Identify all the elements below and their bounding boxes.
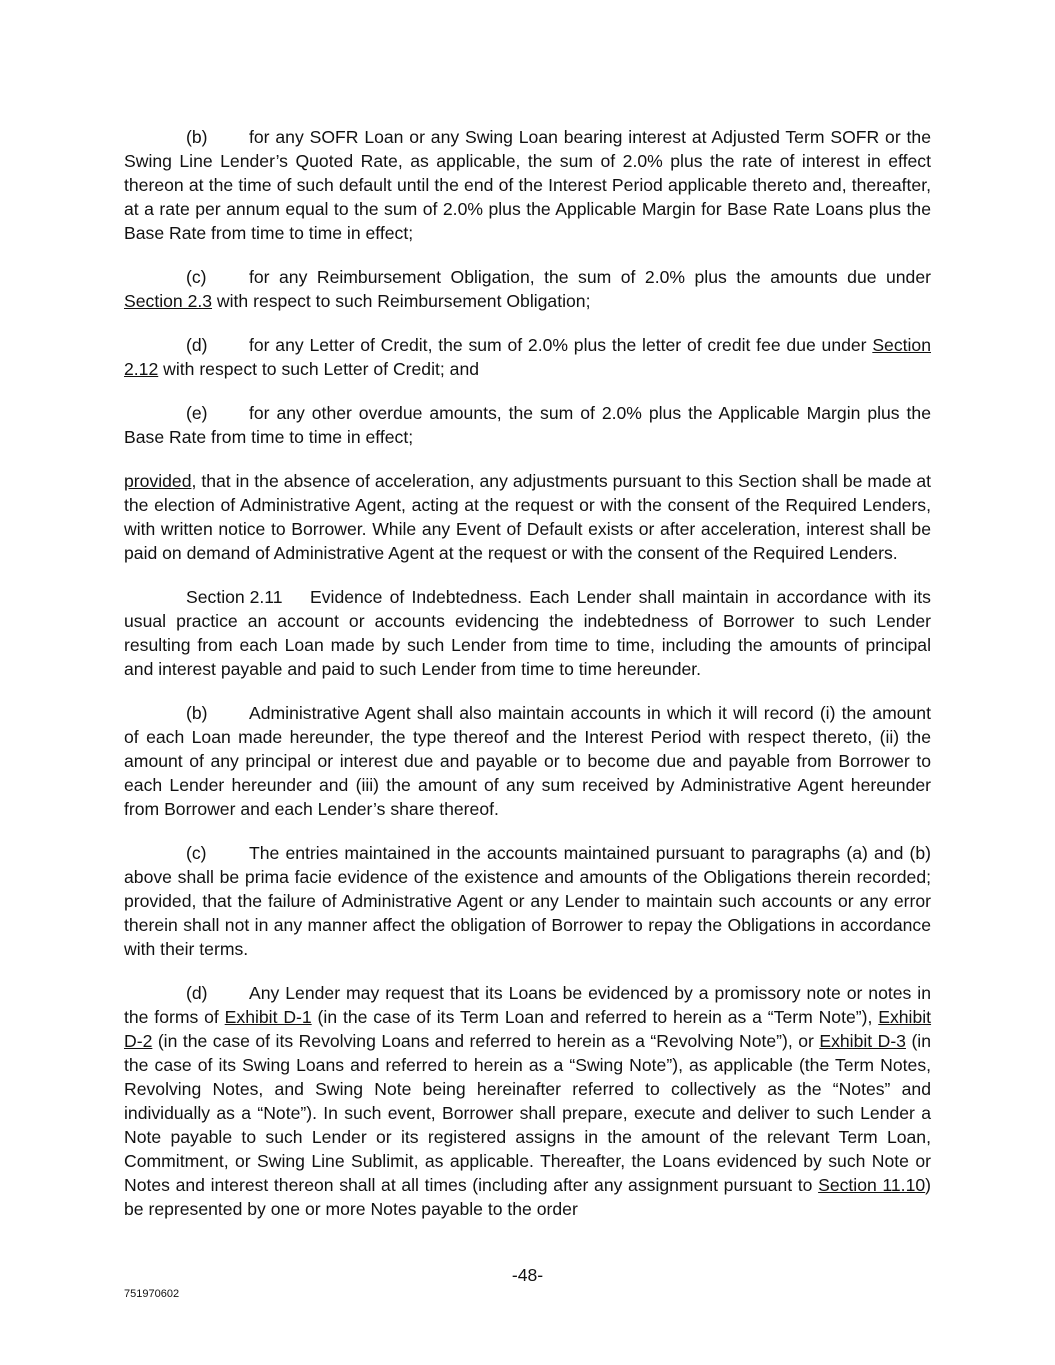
paragraph-label: (b) — [186, 703, 208, 723]
paragraph-text: (in the case of its Term Loan and referred to herein as a “Term Note”), — [317, 1007, 873, 1027]
paragraph-text: for any Letter of Credit, the sum of 2.0% plus the letter of credit fee due under — [249, 335, 867, 355]
paragraph-text: The entries maintained in the accounts maintained pursuant to paragraphs (a) and (b) above shall be prima facie evidence of the existence and amounts of the Obligations therein recorded; provided, that the failure of Administrative Agent or any Lender to maintain such accounts or any error therein shall not in any manner affect the obligation of Borrower to repay the Obligations in accordance with their terms. — [124, 843, 931, 959]
paragraph-text: for any SOFR Loan or any Swing Loan bearing interest at Adjusted Term SOFR or the Swing Line Lender’s Quoted Rate, as applicable, the sum of 2.0% plus the rate of interest in effect thereon at the time of such default until the end of the Interest Period applicable thereto and, thereafter, at a rate per annum equal to the sum of 2.0% plus the Applicable Margin for Base Rate Loans plus the Base Rate from time to time in effect; — [124, 127, 931, 243]
section-reference-link[interactable]: Section 2.3 — [124, 291, 213, 311]
paragraph-b-default-rate-sofr — [124, 125, 931, 245]
paragraph-text: , that in the absence of acceleration, any adjustments pursuant to this Section shall be made at the election of Administrative Agent, acting at the request or with the consent of the Required Lenders, with written notice to Borrower. While any Event of Default exists or after acceleration, interest shall be paid on demand of Administrative Agent at the request or with the consent of the Required Lenders. — [124, 471, 931, 563]
section-2-11-evidence-of-indebtedness — [124, 585, 931, 681]
section-number: Section 2.11 — [186, 587, 283, 607]
paragraph-label: (d) — [186, 335, 208, 355]
paragraph-text: (in the case of its Revolving Loans and referred to herein as a “Revolving Note”), or — [157, 1031, 814, 1051]
paragraph-text: (in the case of its Swing Loans and referred to herein as a “Swing Note”), as applicable (the Term Notes, Revolving Notes, and Swing Note being hereinafter referred to collectively as the “Notes” and individually as a “Note”). In such event, Borrower shall prepare, execute and deliver to such Lender a Note payable to such Lender or its registered assigns in the amount of the relevant Term Loan, Commitment, or Swing Line Sublimit, as applicable. Thereafter, the Loans evidenced by such Note or Notes and interest thereon shall at all times (including after any assignment pursuant to — [124, 1031, 931, 1195]
paragraph-label: (e) — [186, 403, 208, 423]
section-reference-link[interactable]: Section 2.12 — [124, 335, 931, 379]
provided-term: provided — [124, 471, 192, 491]
paragraph-text: for any Reimbursement Obligation, the sum of 2.0% plus the amounts due under — [249, 267, 931, 287]
document-id: 751970602 — [124, 1288, 180, 1300]
paragraph-label: (b) — [186, 127, 208, 147]
paragraph-text: for any other overdue amounts, the sum of 2.0% plus the Applicable Margin plus the Base Rate from time to time in effect; — [124, 403, 931, 447]
page-number: -48- — [511, 1265, 544, 1285]
paragraph-b-agent-accounts — [124, 701, 931, 821]
paragraph-text: Any Lender may request that its Loans be evidenced by a promissory note or notes in the forms of — [124, 983, 931, 1027]
paragraph-text: ) be represented by one or more Notes payable to the order — [124, 1175, 931, 1219]
exhibit-d-1-link[interactable]: Exhibit D-1 — [224, 1007, 312, 1027]
paragraph-c-reimbursement — [124, 265, 931, 313]
paragraph-e-overdue-amounts — [124, 401, 931, 449]
section-heading: Evidence of Indebtedness. — [310, 587, 523, 607]
section-11-10-link[interactable]: Section 11.10 — [818, 1175, 926, 1195]
document-body — [124, 125, 931, 1241]
paragraph-d-letter-of-credit — [124, 333, 931, 381]
exhibit-d-3-link[interactable]: Exhibit D-3 — [819, 1031, 906, 1051]
paragraph-label: (d) — [186, 983, 208, 1003]
paragraph-text: with respect to such Letter of Credit; and — [163, 359, 480, 379]
paragraph-text: Administrative Agent shall also maintain accounts in which it will record (i) the amount of each Loan made hereunder, the type thereof and the Interest Period with respect thereto, (ii) the amount of any principal or interest due and payable or to become due and payable from Borrower to each Lender hereunder and (iii) the amount of any sum received by Administrative Agent hereunder from Borrower and each Lender’s share thereof. — [124, 703, 931, 819]
paragraph-label: (c) — [186, 843, 207, 863]
paragraph-c-entries-evidence — [124, 841, 931, 961]
paragraph-text: Each Lender shall maintain in accordance with its usual practice an account or accounts evidencing the indebtedness of Borrower to such Lender resulting from each Loan made by such Lender from time to time, including the amounts of principal and interest payable and paid to such Lender from time to time hereunder. — [124, 587, 931, 679]
paragraph-label: (c) — [186, 267, 207, 287]
paragraph-proviso — [124, 469, 931, 565]
paragraph-d-promissory-notes — [124, 981, 931, 1221]
paragraph-text: with respect to such Reimbursement Obligation; — [216, 291, 591, 311]
exhibit-d-2-link[interactable]: Exhibit D-2 — [124, 1007, 932, 1051]
